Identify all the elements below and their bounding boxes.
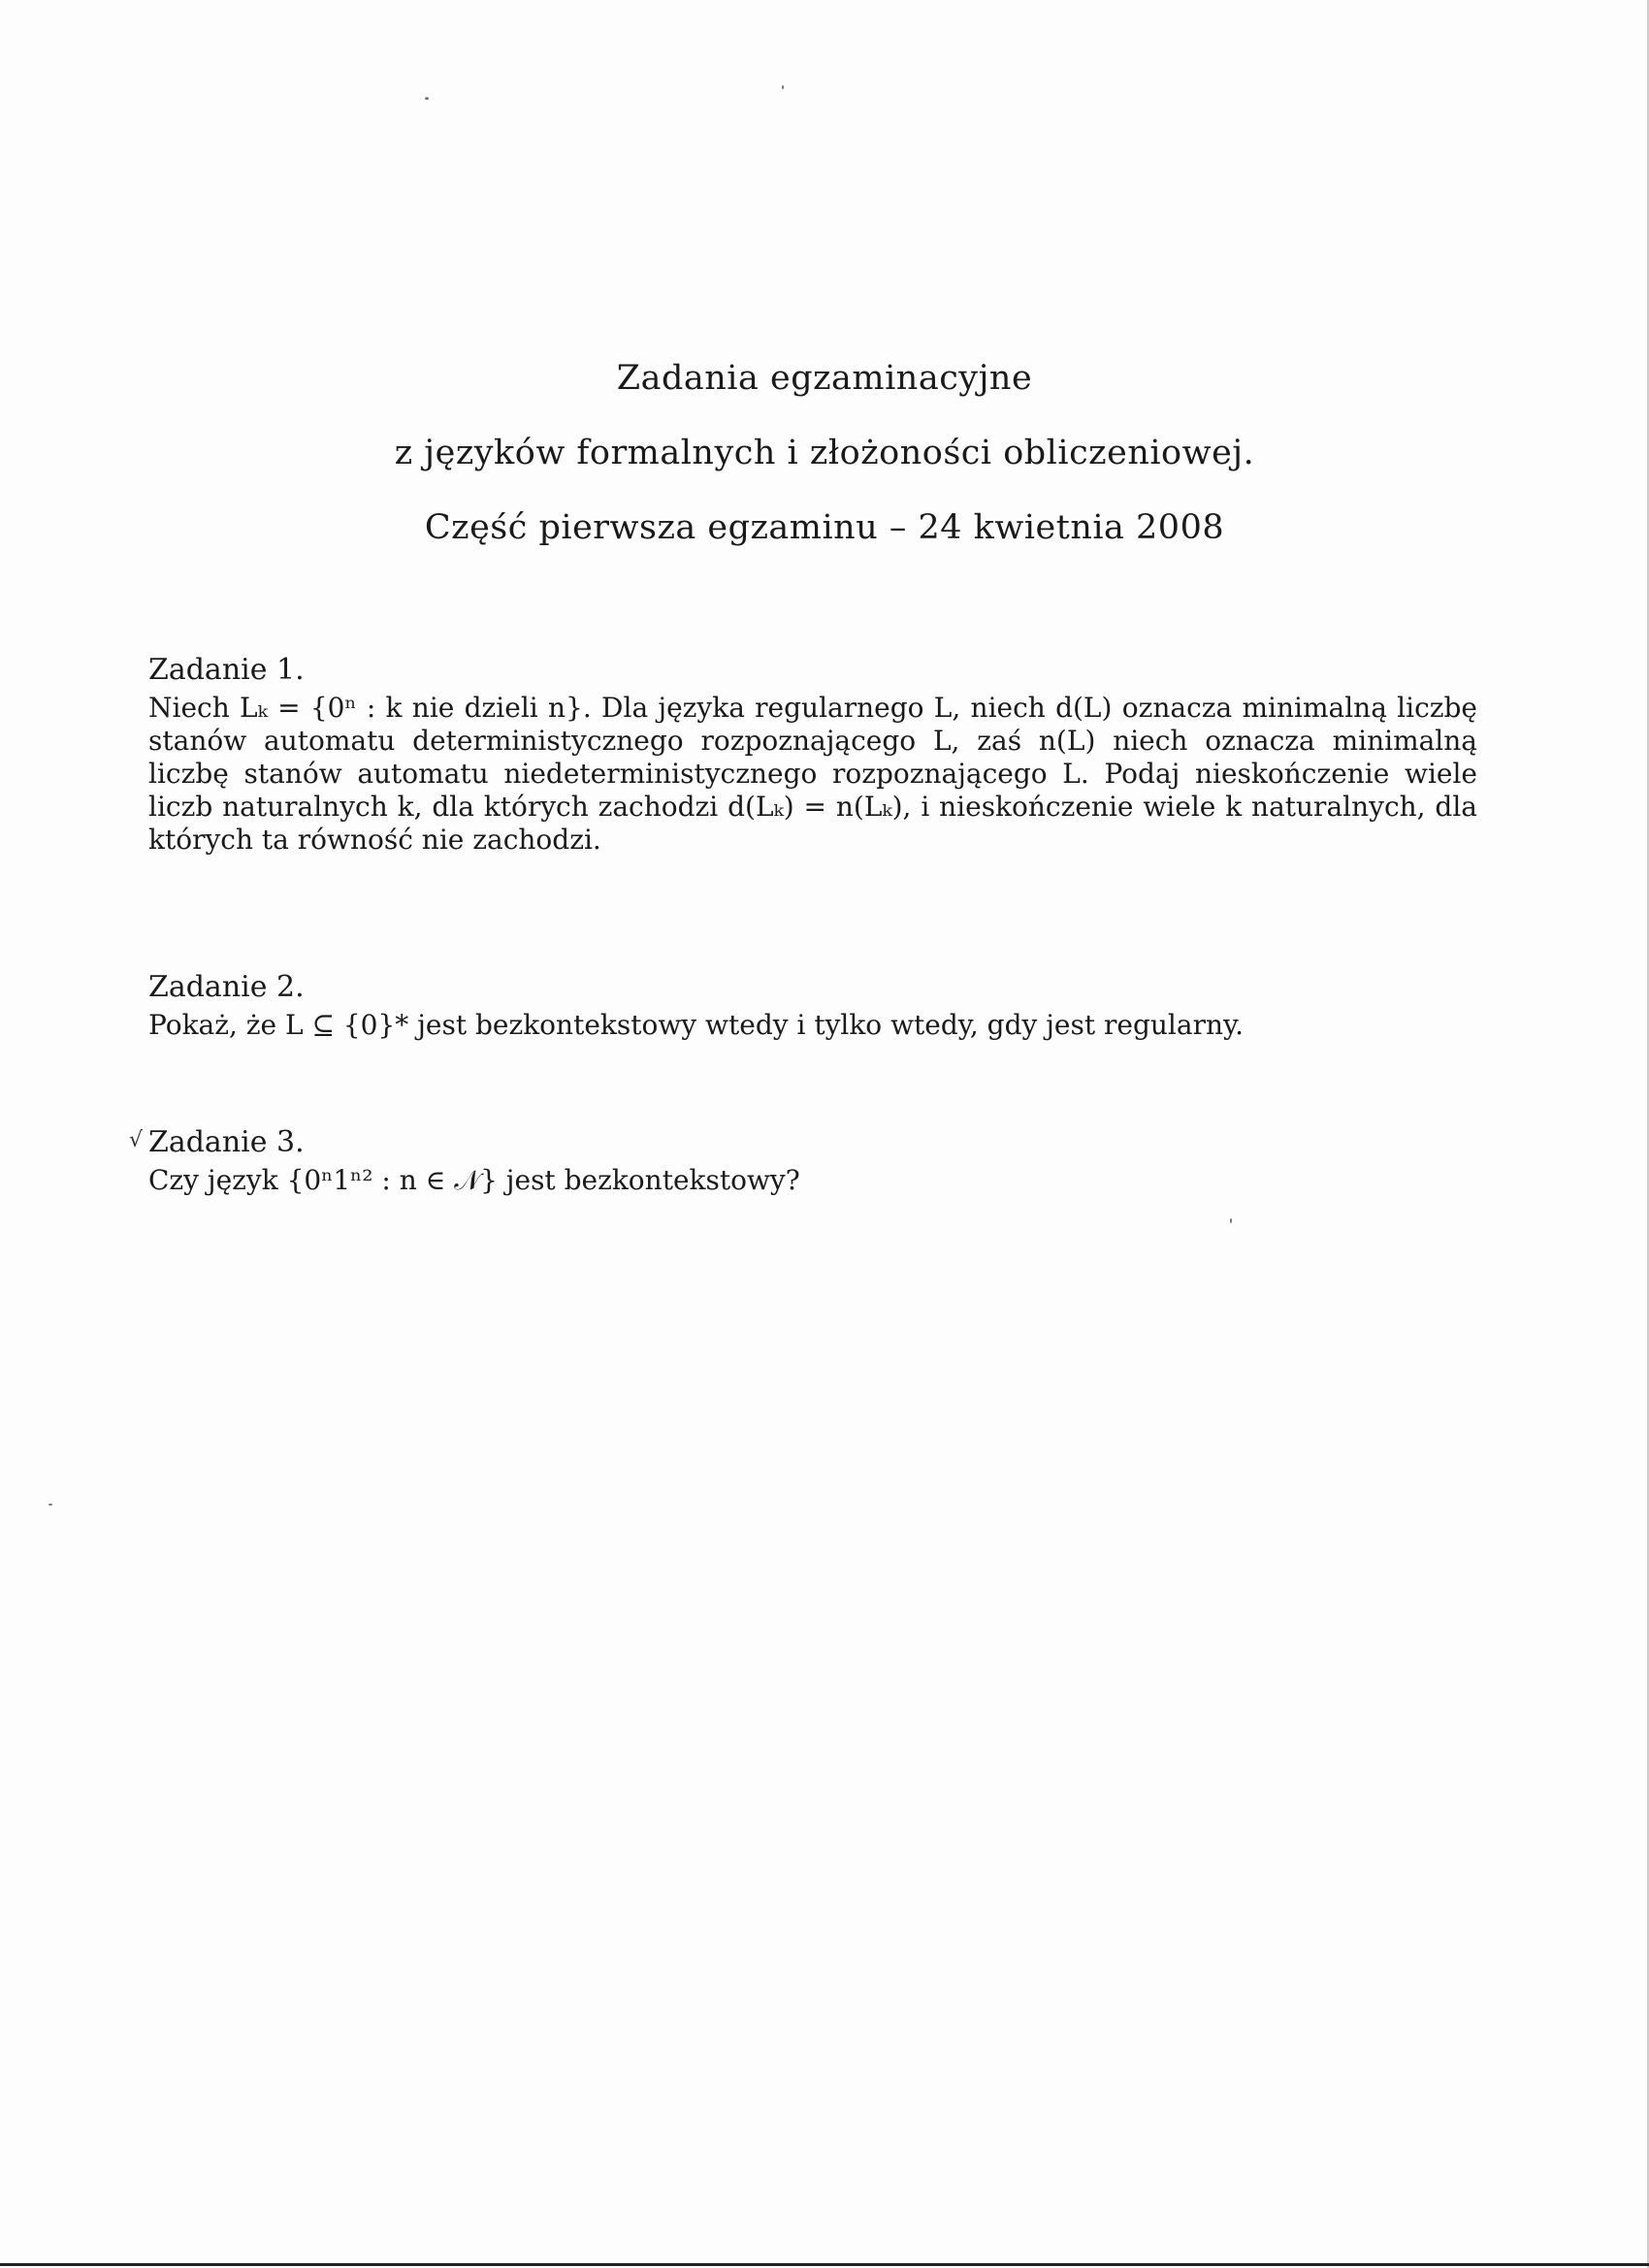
task-1-heading: Zadanie 1. <box>148 653 305 687</box>
task-1 <box>148 653 1477 857</box>
task-1-body: Niech Lₖ = {0ⁿ : k nie dzieli n}. Dla języka regularnego L, niech d(L) oznacza minimalną liczbę stanów automatu deterministycznego rozpoznającego L, zaś n(L) niech oznacza minimalną liczbę stanów automatu niedeterministycznego rozpoznającego L. Podaj nieskończenie wiele liczb naturalnych k, dla których zachodzi d(Lₖ) = n(Lₖ), i nieskończenie wiele k naturalnych, dla których ta równość nie zachodzi. <box>148 692 1477 856</box>
title-line-1: Zadania egzaminacyjne <box>616 359 1033 398</box>
handwritten-check-mark: √ <box>129 1128 144 1152</box>
task-2-body: Pokaż, że L ⊆ {0}* jest bezkontekstowy wtedy i tylko wtedy, gdy jest regularny. <box>148 1009 1244 1041</box>
task-3-body: Czy język {0ⁿ1ⁿ² : n ∈ 𝒩} jest bezkontekstowy? <box>148 1164 800 1196</box>
task-3-heading: Zadanie 3. <box>148 1125 305 1159</box>
scan-speck <box>782 85 784 89</box>
task-2-heading: Zadanie 2. <box>148 970 305 1004</box>
scan-speck <box>425 97 429 100</box>
scan-edge-bottom <box>0 2263 1649 2266</box>
exam-title <box>0 359 1649 583</box>
task-3 <box>148 1125 1477 1197</box>
scan-speck <box>1230 1218 1232 1223</box>
title-line-2: z języków formalnych i złożoności obliczeniowej. <box>394 434 1255 472</box>
scan-speck <box>48 1504 52 1506</box>
task-2 <box>148 970 1477 1042</box>
title-line-3: Część pierwsza egzaminu – 24 kwietnia 2008 <box>424 508 1225 547</box>
